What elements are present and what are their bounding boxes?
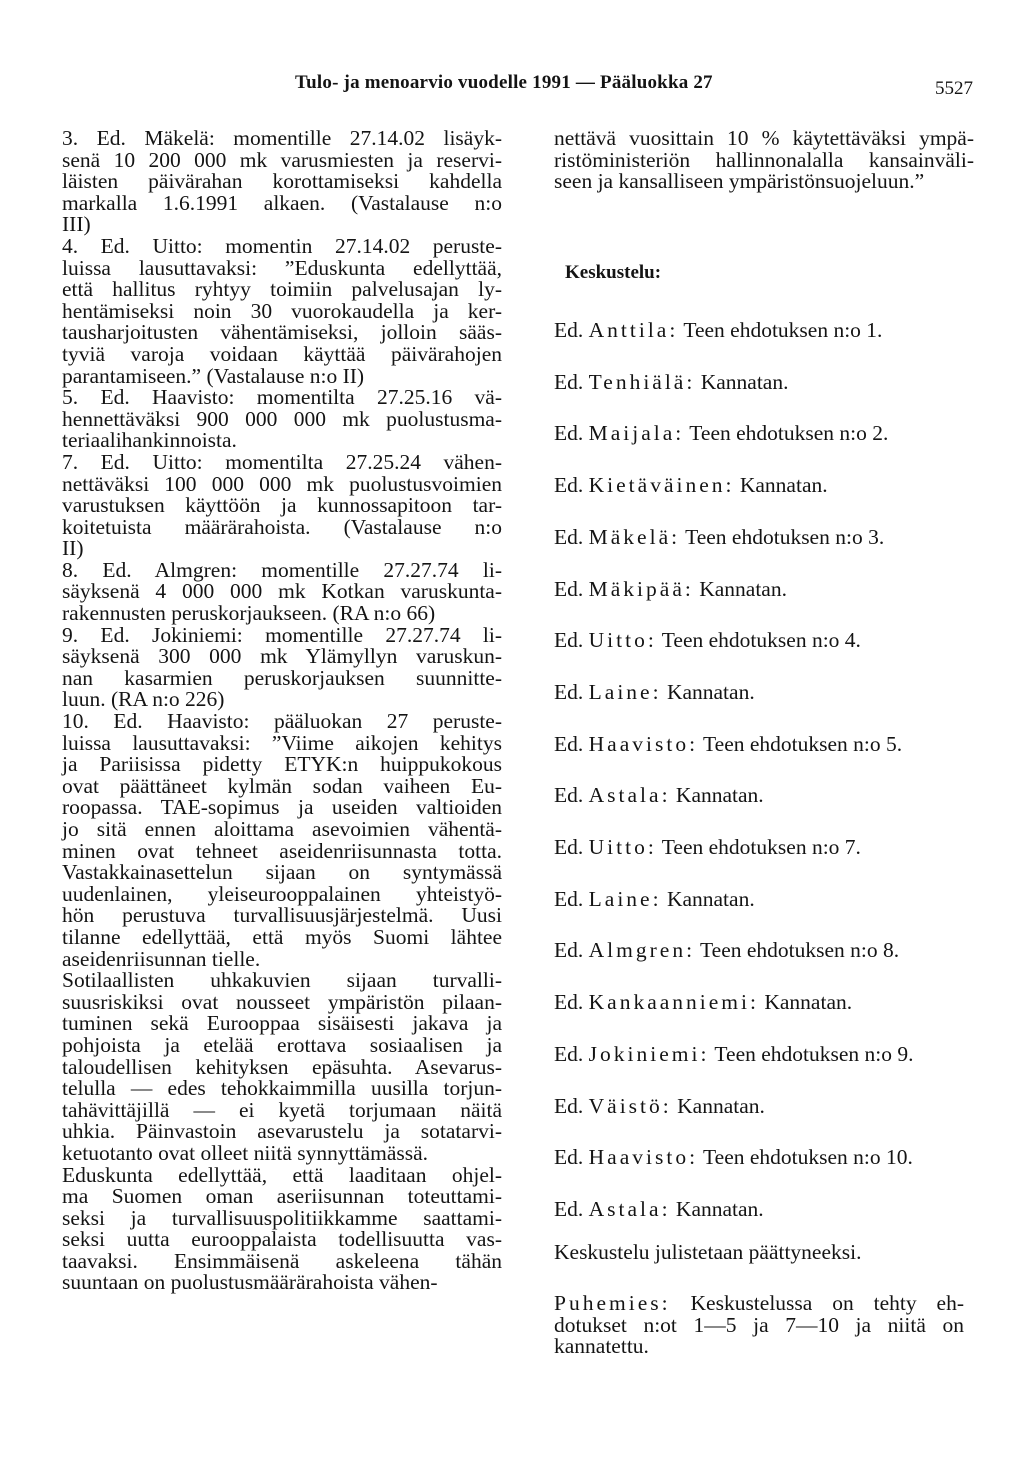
chair-line: kannatettu.	[554, 1334, 649, 1359]
speaker-entry	[554, 680, 755, 705]
text-line: II)	[62, 536, 84, 561]
text-line: hennettäväksi 900 000 000 mk puolustusma-	[62, 406, 502, 431]
speaker-statement: Kannatan.	[670, 1196, 764, 1221]
text-line: tahävittäjillä — ei kyetä torjumaan näitä	[62, 1097, 502, 1122]
speaker-statement: Teen ehdotuksen n:o 7.	[656, 835, 861, 859]
speaker-statement: Teen ehdotuksen n:o 8.	[695, 938, 900, 963]
speaker-entry	[554, 1145, 913, 1170]
text-line: minen ovat tehneet aseidenriisunnasta totta.	[62, 838, 502, 863]
text-line: tuminen sekä Eurooppaa sisäisesti jakava ja	[62, 1011, 502, 1036]
text-line: pohjoista ja etelää erottava sosiaalisen ja	[62, 1032, 502, 1057]
text-line: 8. Ed. Almgren: momentille 27.27.74 li-	[62, 557, 502, 582]
text-line: nettäväksi 100 000 000 mk puolustusvoimien	[62, 471, 502, 496]
speaker-entry	[554, 732, 902, 757]
closing-statement: Keskustelu julistetaan päättyneeksi.	[554, 1240, 862, 1264]
text-line: jo sitä ennen aloittama asevoimien vähentä-	[62, 817, 502, 841]
speaker-name: Uitto:	[588, 835, 657, 859]
speaker-entry	[554, 990, 852, 1015]
speaker-entry	[554, 318, 882, 343]
text-line: senä 10 200 000 mk varusmiesten ja reservi-	[62, 147, 502, 172]
text-line: uhkia. Päinvastoin asevarustelu ja sotatarvi-	[62, 1119, 502, 1144]
text-line: 5. Ed. Haavisto: momentilta 27.25.16 vä-	[62, 385, 502, 410]
speaker-name: Kietäväinen:	[588, 473, 735, 498]
left-column-text	[62, 128, 502, 1294]
text-line: markalla 1.6.1991 alkaen. (Vastalause n:o	[62, 190, 502, 215]
speaker-name: Kankaanniemi:	[588, 990, 759, 1015]
text-line: tausharjoitusten vähentämiseksi, jolloin sääs-	[62, 320, 502, 345]
text-line: telulla — edes tehokkaimmilla uusilla torjun-	[62, 1076, 502, 1101]
speaker-statement: Kannatan.	[758, 990, 853, 1015]
speaker-entry	[554, 835, 861, 860]
speaker-entry	[554, 938, 899, 963]
text-line: hön perustuva turvallisuusjärjestelmä. Uusi	[62, 903, 502, 928]
speaker-prefix: Ed.	[554, 1196, 589, 1221]
text-line: hentämiseksi noin 30 vuorokaudella ja ker-	[62, 298, 502, 323]
speaker-entry	[554, 1042, 914, 1067]
speaker-entry	[554, 887, 755, 912]
text-line: varustuksen käyttöön ja kunnossapitoon tar-	[62, 493, 502, 518]
text-line: että hallitus ryhtyy toimiin palvelusajan ly-	[62, 277, 502, 302]
speaker-prefix: Ed.	[554, 473, 589, 498]
speaker-name: Mäkelä:	[588, 524, 681, 549]
text-line: suuntaan on puolustusmäärärahoista vähen-	[62, 1270, 438, 1295]
text-line: Sotilaallisten uhkakuvien sijaan turvalli-	[62, 968, 502, 993]
speaker-entry	[554, 525, 884, 550]
speaker-statement: Teen ehdotuksen n:o 4.	[656, 628, 861, 653]
speaker-prefix: Ed.	[554, 421, 589, 446]
speaker-prefix: Ed.	[554, 524, 589, 549]
text-line: 4. Ed. Uitto: momentin 27.14.02 peruste-	[62, 233, 502, 258]
speaker-name: Astala:	[588, 783, 671, 808]
text-line: ma Suomen oman aseriisunnan toteuttami-	[62, 1184, 502, 1209]
text-line: tyviä varoja voidaan käyttää päivärahojen	[62, 341, 502, 366]
running-header-title: Tulo- ja menoarvio vuodelle 1991 — Pääluokka 27	[295, 72, 713, 93]
text-line: ristöministeriön hallinnonalalla kansainväli-	[554, 147, 974, 172]
speaker-prefix: Ed.	[554, 1093, 589, 1118]
speaker-prefix: Ed.	[554, 990, 589, 1015]
discussion-heading: Keskustelu:	[565, 262, 662, 283]
text-line: Eduskunta edellyttää, että laaditaan ohjel-	[62, 1162, 502, 1187]
text-line: rakennusten peruskorjaukseen. (RA n:o 66)	[62, 601, 436, 626]
speaker-name: Maijala:	[588, 421, 685, 446]
speaker-statement: Teen ehdotuksen n:o 1.	[678, 318, 883, 342]
chair-line: dotukset n:ot 1—5 ja 7—10 ja niitä on	[554, 1312, 964, 1337]
speaker-statement: Teen ehdotuksen n:o 10.	[698, 1145, 913, 1170]
speaker-statement: Kannatan.	[661, 886, 755, 911]
text-line: läisten päivärahan korottamiseksi kahdella	[62, 169, 502, 194]
speaker-name: Almgren:	[588, 938, 696, 963]
chair-text: Keskustelussa on tehty eh-	[670, 1291, 964, 1315]
page-number: 5527	[935, 78, 973, 99]
speaker-prefix: Ed.	[554, 783, 589, 808]
text-line: seksi ja turvallisuuspolitiikkamme saattami-	[62, 1205, 502, 1230]
text-line: taloudellisen kehityksen epäsuhta. Asevarus-	[62, 1054, 502, 1079]
speaker-statement: Kannatan.	[695, 369, 789, 394]
text-line: seksi uutta eurooppalaista todellisuutta vas-	[62, 1227, 502, 1252]
text-line: III)	[62, 212, 91, 237]
chair-name: Puhemies:	[554, 1291, 671, 1315]
speaker-entry	[554, 421, 888, 446]
text-line: taavaksi. Ensimmäisenä askeleena tähän	[62, 1248, 502, 1273]
chair-statement	[554, 1293, 964, 1358]
speaker-name: Uitto:	[588, 628, 657, 653]
text-line: luissa lausuttavaksi: ”Eduskunta edellyttää,	[62, 255, 502, 280]
speaker-statement: Kannatan.	[734, 473, 828, 498]
speaker-prefix: Ed.	[554, 679, 589, 704]
text-line: aseidenriisunnan tielle.	[62, 946, 261, 971]
text-line: koitetuista määrärahoista. (Vastalause n:o	[62, 514, 502, 539]
text-line: luissa lausuttavaksi: ”Viime aikojen kehitys	[62, 730, 502, 755]
text-line: 7. Ed. Uitto: momentilta 27.25.24 vähen-	[62, 449, 502, 474]
speaker-prefix: Ed.	[554, 628, 589, 653]
speaker-name: Jokiniemi:	[588, 1041, 710, 1066]
speaker-name: Laine:	[588, 886, 662, 911]
text-line: nan kasarmien peruskorjauksen suunnitte-	[62, 665, 502, 690]
speaker-statement: Teen ehdotuksen n:o 9.	[709, 1041, 914, 1066]
speaker-statement: Kannatan.	[693, 576, 787, 601]
text-line: teriaalihankinnoista.	[62, 428, 237, 453]
speaker-name: Anttila:	[588, 318, 679, 342]
text-line: ovat päättäneet kylmän sodan vaiheen Eu-	[62, 773, 502, 798]
speaker-prefix: Ed.	[554, 1145, 589, 1170]
speaker-name: Haavisto:	[588, 731, 699, 756]
speaker-statement: Kannatan.	[670, 783, 764, 808]
speaker-statement: Kannatan.	[661, 679, 755, 704]
speaker-prefix: Ed.	[554, 369, 589, 394]
text-line: ja Pariisissa pidetty ETYK:n huippukokous	[62, 752, 502, 777]
speaker-entry	[554, 577, 787, 602]
speaker-entry	[554, 1094, 765, 1119]
text-line: säyksenä 4 000 000 mk Kotkan varuskunta-	[62, 579, 502, 604]
speaker-prefix: Ed.	[554, 1041, 589, 1066]
speaker-name: Mäkipää:	[588, 576, 694, 601]
speaker-entry	[554, 628, 861, 653]
text-line: 10. Ed. Haavisto: pääluokan 27 peruste-	[62, 709, 502, 734]
speaker-prefix: Ed.	[554, 938, 589, 963]
speaker-entry	[554, 783, 764, 808]
speaker-statement: Teen ehdotuksen n:o 5.	[698, 731, 903, 756]
speaker-statement: Kannatan.	[671, 1093, 765, 1118]
speaker-prefix: Ed.	[554, 731, 589, 756]
right-column-continuation	[554, 128, 974, 193]
text-line: uudenlainen, yleiseurooppalainen yhteistyö-	[62, 881, 502, 906]
speaker-name: Tenhiälä:	[588, 369, 696, 394]
speaker-prefix: Ed.	[554, 318, 589, 342]
chair-line	[554, 1293, 964, 1315]
speaker-entry	[554, 370, 788, 395]
text-line: nettävä vuosittain 10 % käytettäväksi ympä-	[554, 126, 974, 150]
text-line: 3. Ed. Mäkelä: momentille 27.14.02 lisäyk-	[62, 126, 502, 150]
text-line: 9. Ed. Jokiniemi: momentille 27.27.74 li-	[62, 622, 502, 647]
text-line: luun. (RA n:o 226)	[62, 687, 225, 712]
speaker-prefix: Ed.	[554, 886, 589, 911]
speaker-prefix: Ed.	[554, 835, 589, 859]
text-line: ketuotanto ovat olleet niitä synnyttämässä.	[62, 1140, 429, 1165]
speaker-entry	[554, 1197, 764, 1222]
text-line: suusriskiksi ovat nousseet ympäristön pilaan-	[62, 989, 502, 1014]
text-line: parantamiseen.” (Vastalause n:o II)	[62, 363, 365, 388]
speaker-entry	[554, 473, 828, 498]
speaker-name: Väistö:	[588, 1093, 672, 1118]
text-line: seen ja kansalliseen ympäristönsuojeluun.”	[554, 169, 925, 194]
page-header	[0, 70, 1024, 100]
text-line: tilanne edellyttää, että myös Suomi lähtee	[62, 924, 502, 949]
speaker-name: Laine:	[588, 679, 662, 704]
speaker-statement: Teen ehdotuksen n:o 2.	[684, 421, 889, 446]
text-line: Vastakkainasettelun sijaan on syntymässä	[62, 860, 502, 885]
text-line: säyksenä 300 000 mk Ylämyllyn varuskun-	[62, 644, 502, 669]
speaker-prefix: Ed.	[554, 576, 589, 601]
speaker-name: Astala:	[588, 1196, 671, 1221]
text-line: roopassa. TAE-sopimus ja useiden valtioiden	[62, 795, 502, 820]
speaker-name: Haavisto:	[588, 1145, 699, 1170]
speaker-statement: Teen ehdotuksen n:o 3.	[680, 524, 885, 549]
